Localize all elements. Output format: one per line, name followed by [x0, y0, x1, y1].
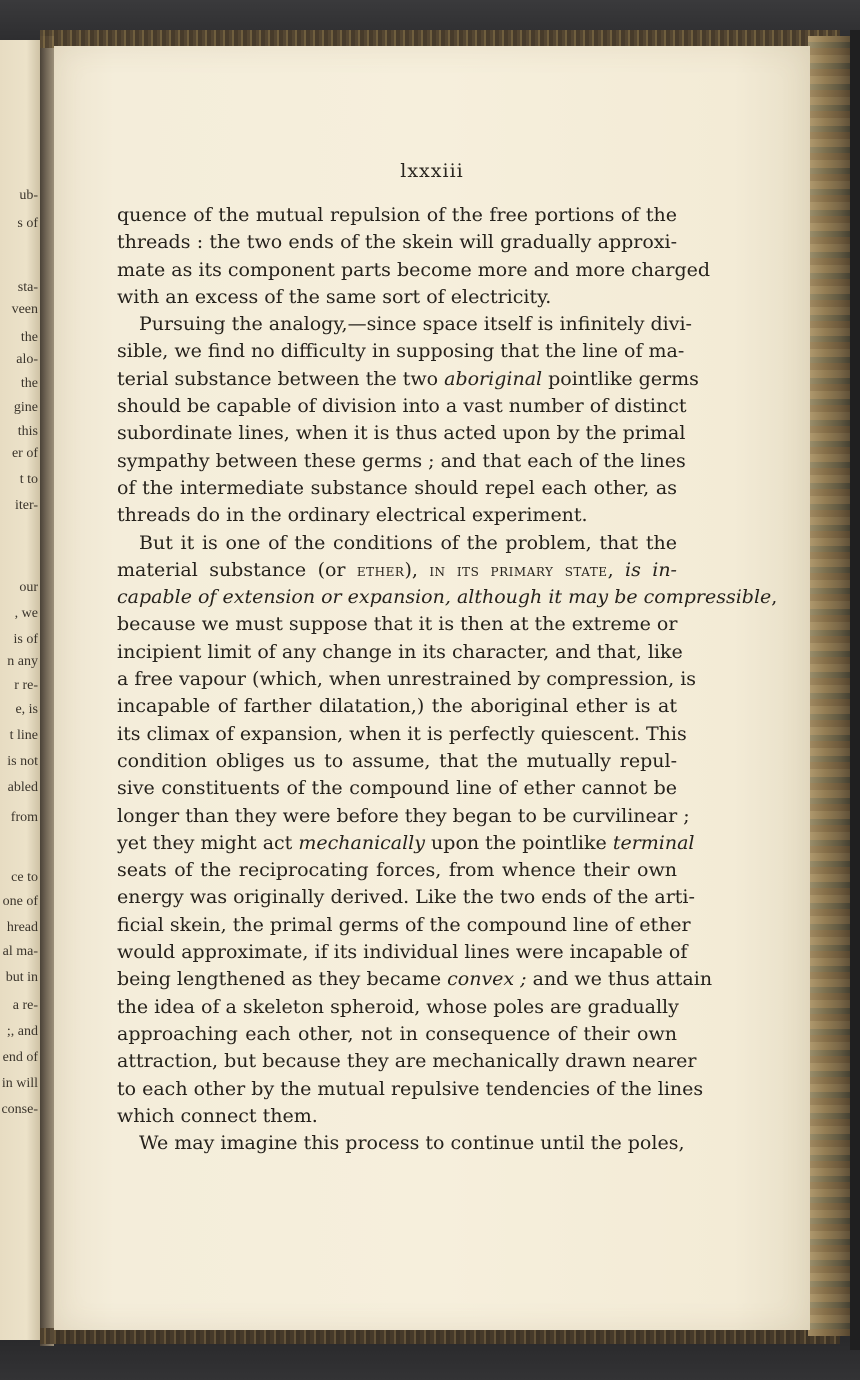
- facing-page-fragment: conse-: [1, 1102, 38, 1117]
- text-line: [117, 775, 677, 802]
- text-run: longer than they were before they began to be curvilinear ;: [117, 804, 690, 827]
- text-run: energy was originally derived. Like the two ends of the arti-: [117, 886, 695, 909]
- marbled-book-edge: [808, 36, 852, 1336]
- facing-page-fragment: al ma-: [2, 944, 38, 959]
- facing-page-fragment: but in: [5, 970, 38, 985]
- text-run: subordinate lines, when it is thus acted upon by the primal: [117, 422, 686, 445]
- italic-run: is in-: [625, 558, 677, 581]
- text-run: and we thus attain: [526, 968, 713, 991]
- scan-border: [850, 30, 860, 1350]
- text-run: sympathy between these germs ; and that each of the lines: [117, 449, 686, 472]
- text-run: yet they might act: [117, 831, 299, 854]
- facing-page-fragment: the: [20, 376, 38, 391]
- facing-page-fragment: , we: [14, 606, 38, 621]
- facing-page-fragment: ce to: [11, 870, 38, 885]
- text-run: threads do in the ordinary electrical experiment.: [117, 504, 588, 527]
- text-line: [117, 257, 711, 284]
- facing-page-strip: [0, 40, 44, 1340]
- facing-page-fragment: ub-: [19, 188, 38, 203]
- facing-page-fragment: is of: [13, 632, 38, 647]
- small-caps-run: in its primary state: [429, 560, 608, 581]
- text-run: of the intermediate substance should repel each other, as: [117, 476, 677, 499]
- bottom-page-edge: [40, 1328, 840, 1344]
- text-run: approaching each other, not in consequence of their own: [117, 1022, 677, 1045]
- text-line: [117, 884, 695, 911]
- text-line: [117, 611, 677, 638]
- text-run: would approximate, if its individual lines were incapable of: [117, 941, 688, 964]
- text-line: [117, 284, 677, 311]
- page-number: lxxxiii: [400, 160, 464, 182]
- text-run: its climax of expansion, when it is perfectly quiescent. This: [117, 722, 687, 745]
- text-run: ficial skein, the primal germs of the compound line of ether: [117, 913, 691, 936]
- text-line: [117, 994, 677, 1021]
- facing-page-fragment: s of: [17, 216, 38, 231]
- text-run: which connect them.: [117, 1104, 318, 1127]
- facing-page-fragment: n any: [7, 654, 38, 669]
- facing-page-fragment: end of: [2, 1050, 38, 1065]
- italic-run: convex ;: [447, 968, 527, 991]
- body-text: [117, 202, 778, 1157]
- text-line: [117, 748, 677, 775]
- text-run: upon the pointlike: [425, 831, 613, 854]
- facing-page-fragment: t line: [9, 728, 38, 743]
- facing-page-fragment: r re-: [14, 678, 38, 693]
- text-line: [117, 420, 686, 447]
- text-line: [117, 1021, 677, 1048]
- facing-page-fragment: this: [17, 424, 38, 439]
- italic-run: terminal: [612, 831, 695, 854]
- text-run: a free vapour (which, when unrestrained by compression, is: [117, 668, 697, 691]
- facing-page-fragment: e, is: [15, 702, 38, 717]
- text-line: [117, 475, 677, 502]
- text-run: the idea of a skeleton spheroid, whose poles are gradually: [117, 995, 679, 1018]
- text-run: sive constituents of the compound line of ether cannot be: [117, 777, 677, 800]
- text-line: [117, 229, 677, 256]
- text-line: [117, 393, 687, 420]
- text-run: terial substance between the two: [117, 367, 445, 390]
- text-run: ,: [607, 558, 626, 581]
- text-line: [117, 557, 677, 584]
- text-line: [117, 721, 687, 748]
- facing-page-fragment: hread: [6, 920, 38, 935]
- text-run: But it is one of the conditions of the problem, that the: [139, 531, 677, 554]
- text-line: [117, 639, 683, 666]
- facing-page-fragment: is not: [7, 754, 38, 769]
- text-line: [117, 830, 695, 857]
- text-run: sible, we find no difficulty in supposing that the line of ma-: [117, 340, 685, 363]
- facing-page-fragment: the: [20, 330, 38, 345]
- facing-page-fragment: ;, and: [6, 1024, 38, 1039]
- text-line: [117, 502, 677, 529]
- text-run: threads : the two ends of the skein will gradually approxi-: [117, 231, 677, 254]
- text-line: [117, 966, 713, 993]
- text-line: [117, 912, 691, 939]
- text-run: Pursuing the analogy,—since space itself is infinitely divi-: [139, 313, 692, 336]
- text-run: ,: [771, 586, 778, 609]
- small-caps-run: ether: [356, 560, 405, 581]
- facing-page-fragment: er of: [11, 446, 38, 461]
- facing-page-fragment: one of: [2, 894, 38, 909]
- text-line: [117, 530, 677, 557]
- text-line: [117, 1130, 685, 1157]
- italic-run: mechanically: [298, 831, 425, 854]
- text-run: We may imagine this process to continue until the poles,: [139, 1132, 685, 1155]
- text-line: [117, 693, 677, 720]
- facing-page-fragment: t to: [19, 472, 38, 487]
- text-run: should be capable of division into a vast number of distinct: [117, 395, 687, 418]
- text-run: material substance (or: [117, 558, 357, 581]
- text-line: [117, 666, 697, 693]
- book-gutter: [40, 36, 54, 1346]
- text-line: [117, 338, 685, 365]
- text-run: incipient limit of any change in its character, and that, like: [117, 640, 683, 663]
- text-line: [117, 803, 690, 830]
- text-line: [117, 939, 688, 966]
- facing-page-fragment: veen: [11, 302, 38, 317]
- text-line: [117, 366, 699, 393]
- facing-page-fragment: iter-: [14, 498, 38, 513]
- text-line: [117, 584, 778, 611]
- text-run: with an excess of the same sort of electricity.: [117, 285, 552, 308]
- text-run: ),: [404, 558, 430, 581]
- text-run: being lengthened as they became: [117, 968, 448, 991]
- text-line: [117, 202, 677, 229]
- facing-page-fragment: alo-: [16, 352, 38, 367]
- facing-page-fragment: sta-: [17, 280, 38, 295]
- text-run: mate as its component parts become more and more charged: [117, 258, 711, 281]
- italic-run: capable of extension or expansion, although it may be compressible: [117, 586, 772, 609]
- text-line: [117, 857, 677, 884]
- text-line: [117, 1076, 704, 1103]
- text-run: seats of the reciprocating forces, from whence their own: [117, 859, 677, 882]
- facing-page-fragment: a re-: [12, 998, 38, 1013]
- facing-page-fragment: from: [10, 810, 38, 825]
- text-run: to each other by the mutual repulsive tendencies of the lines: [117, 1077, 704, 1100]
- text-run: quence of the mutual repulsion of the free portions of the: [117, 204, 677, 226]
- facing-page-fragment: abled: [7, 780, 38, 795]
- text-run: pointlike germs: [542, 367, 699, 390]
- text-run: incapable of farther dilatation,) the aboriginal ether is at: [117, 695, 677, 718]
- text-run: attraction, but because they are mechanically drawn nearer: [117, 1050, 697, 1073]
- text-run: condition obliges us to assume, that the mutually repul-: [117, 749, 677, 772]
- text-line: [117, 448, 686, 475]
- facing-page-fragment: in will: [1, 1076, 38, 1091]
- facing-page-fragment: our: [19, 580, 38, 595]
- facing-page-fragment: gine: [13, 400, 38, 415]
- italic-run: aboriginal: [444, 367, 543, 390]
- text-line: [117, 1048, 697, 1075]
- text-line: [117, 1103, 677, 1130]
- text-line: [117, 311, 692, 338]
- text-run: because we must suppose that it is then at the extreme or: [117, 613, 678, 636]
